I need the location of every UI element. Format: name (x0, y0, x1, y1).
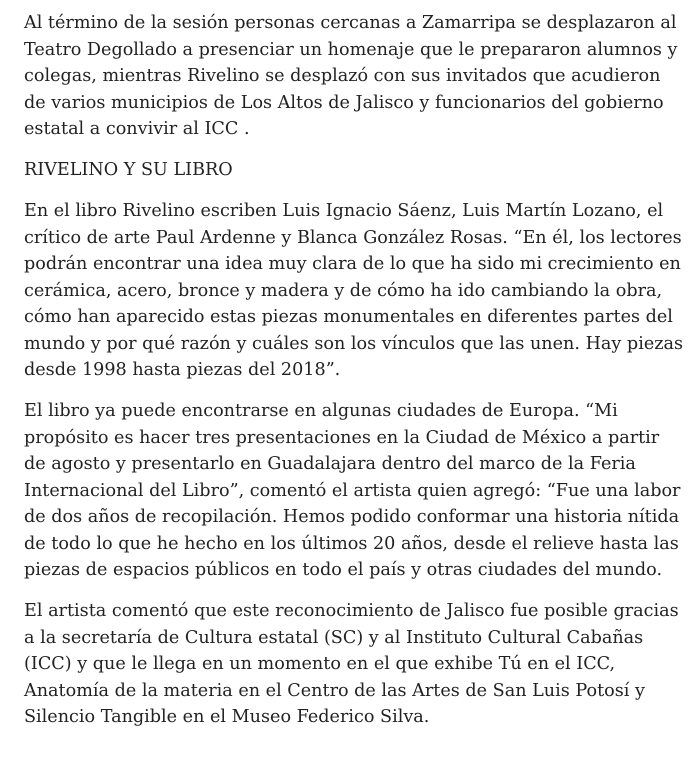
section-subheading: RIVELINO Y SU LIBRO (24, 160, 233, 180)
paragraph-book-authors: En el libro Rivelino escriben Luis Ignacio Sáenz, Luis Martín Lozano, el crítico de arte Paul Ardenne y Blanca González Rosas. “En él, los lectores podrán encontrar una idea muy clara de lo que ha sido mi crecimiento en cerámica, acero, bronce y madera y de cómo ha ido cambiando la obra, cómo han aparecido estas piezas monumentales en diferentes partes del mundo y por qué razón y cuáles son los vínculos que las unen. Hay piezas desde 1998 hasta piezas del 2018”. (24, 201, 684, 380)
paragraph-book-presentations: El libro ya puede encontrarse en algunas ciudades de Europa. “Mi propósito es hacer tres presentaciones en la Ciudad de México a partir de agosto y presentarlo en Guadalajara dentro del marco de la Feria Internacional del Libro”, comentó el artista quien agregó: “Fue una labor de dos años de recopilación. Hemos podido conformar una historia nítida de todo lo que he hecho en los últimos 20 años, desde el relieve hasta las piezas de espacios públicos en todo el país y otras ciudades del mundo. (24, 401, 681, 580)
paragraph-recognition: El artista comentó que este reconocimiento de Jalisco fue posible gracias a la secretaría de Cultura estatal (SC) y al Instituto Cultural Cabañas (ICC) y que le llega en un momento en el que exhibe Tú en el ICC, Anatomía de la materia en el Centro de las Artes de San Luis Potosí y Silencio Tangible en el Museo Federico Silva. (24, 601, 679, 727)
paragraph-closing-session: Al término de la sesión personas cercanas a Zamarripa se desplazaron al Teatro Degollado a presenciar un homenaje que le prepararon alumnos y colegas, mientras Rivelino se desplazó con sus invitados que acudieron de varios municipios de Los Altos de Jalisco y funcionarios del gobierno estatal a convivir al ICC . (24, 13, 678, 139)
